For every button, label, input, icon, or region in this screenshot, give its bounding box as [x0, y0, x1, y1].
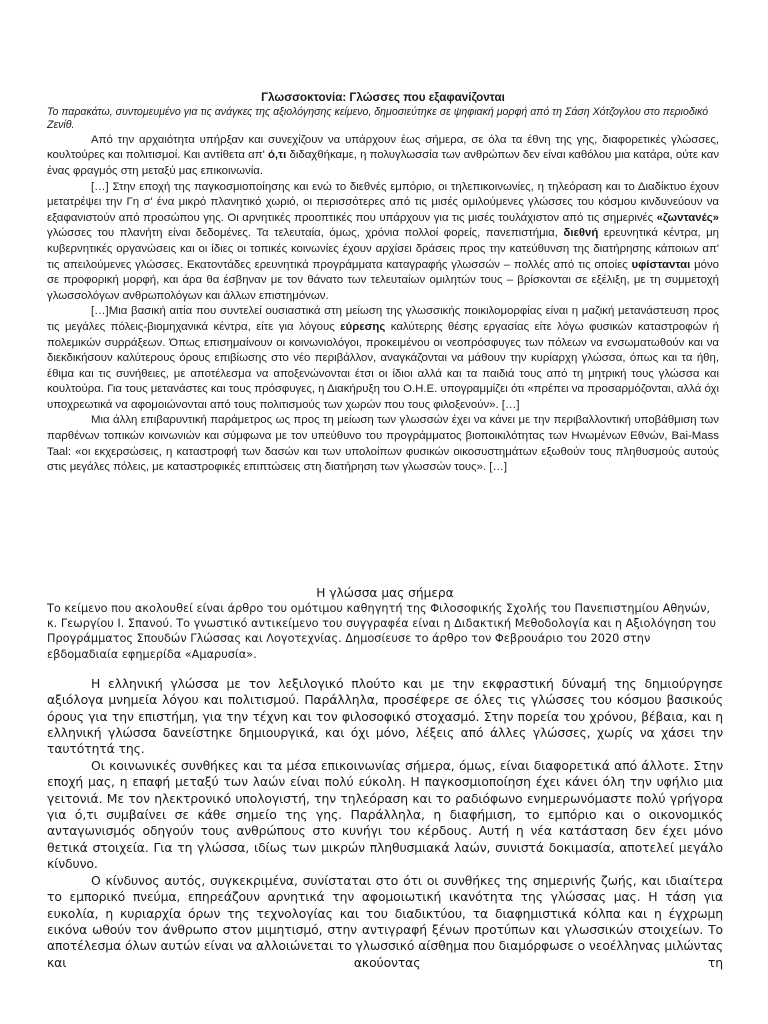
section-title: Η γλώσσα μας σήμερα	[316, 586, 454, 600]
paragraph-4: Μια άλλη επιβαρυντική παράμετρος ως προς τη μείωση των γλωσσών έχει να κάνει με την περιβαλλοντική υποβάθμιση των παρθένων τοπικών κοινωνιών και σύμφωνα με τον υπεύθυνο του προγράμματος βιοποικιλότητας των Ηνωμένων Εθνών, Bai-Mass Taal: «οι εκχερσώσεις, η καταστροφή των δασών και των υπολοίπων φυσικών οικοσυστημάτων εξωθούν τους πληθυσμούς αυτούς στις μεγάλες πόλεις, με καταστροφικές επιπτώσεις στη διατήρηση των γλωσσών τους». […]	[47, 414, 719, 474]
article-body	[47, 676, 723, 971]
paragraph-3: […]Μια βασική αιτία που συντελεί ουσιαστικά στη μείωση της γλωσσικής ποικιλομορφίας είναι η μαζική μετανάστευση προς τις μεγάλες πόλεις-βιομηχανικά κέντρα, είτε για λόγους εύρεσης καλύτερης θέσης εργασίας είτε λόγω φυσικών καταστροφών ή πολεμικών συρράξεων. Όπως επισημαίνουν οι κοινωνιολόγοι, προκειμένου οι νεοπρόσφυγες των πόλεων να ενσωματωθούν και να διεκδικήσουν καλύτερους όρους επιβίωσης στο νέο περιβάλλον, αναγκάζονται να μάθουν την κυρίαρχη γλώσσα, όπως και τα ήθη, έθιμα και τις συνήθειες, με αποτέλεσμα να αποξενώνονται έτσι οι ίδιοι αλλά και τα παιδιά τους από τη μητρική τους γλώσσα και κουλτούρα. Για τους μετανάστες και τους πρόσφυγες, η Διακήρυξη του Ο.Η.Ε. υπογραμμίζει ότι «πρέπει να προσαρμόζονται, αλλά όχι υποχρεωτικά να αφομοιώνονται από τους πολιτισμούς των χωρών που τους φιλοξενούν». […]	[47, 305, 719, 411]
paragraph-2: […] Στην εποχή της παγκοσμιοποίησης και ενώ το διεθνές εμπόριο, οι τηλεπικοινωνίες, η τηλεόραση και το Διαδίκτυο έχουν μετατρέψει την Γη σ' ένα μικρό πλανητικό χωριό, οι περισσότερες από τις μισές ομιλούμενες γλώσσες του κόσμου κινδυνεύουν να εξαφανιστούν από προσώπου γης. Οι αρνητικές προοπτικές που υπάρχουν για τις μισές τουλάχιστον από τις σημερινές «ζωντανές» γλώσσες του πλανήτη είναι δεδομένες. Τα τελευταία, όμως, χρόνια πολλοί φορείς, πανεπιστήμια, διεθνή ερευνητικά κέντρα, μη κυβερνητικές οργανώσεις και οι ίδιες οι τοπικές κοινωνίες έχουν αρχίσει δράσεις προς την κατεύθυνση της διατήρησης κάποιων απ' τις απειλούμενες γλώσσες. Εκατοντάδες ερευνητικά προγράμματα καταγραφής γλωσσών – πολλές από τις οποίες υφίστανται μόνο σε προφορική μορφή, και άρα θα έσβηναν με τον θάνατο των τελευταίων ομιλητών τους – βρίσκονται σε εξέλιξη, με τη συμμετοχή γλωσσολόγων ανθρωπολόγων και άλλων επιστημόνων.	[47, 180, 720, 302]
paragraph-1: Η ελληνική γλώσσα με τον λεξιλογικό πλούτο και με την εκφραστική δύναμή της δημιούργησε αξιόλογα μνημεία λόγου και πολιτισμού. Παράλληλα, προσέφερε σε όλες τις γλώσσες του κόσμου βασικούς όρους για την επιστήμη, για την τέχνη και τον φιλοσοφικό στοχασμό. Στην πορεία του χρόνου, βέβαια, και η ελληνική γλώσσα δανείστηκε δημιουργικά, και όχι μόνο, λέξεις από άλλες γλώσσες, χωρίς να χάσει την ταυτότητά της.	[47, 675, 723, 757]
article-section-glossoktonia	[47, 90, 719, 476]
paragraph-1: Από την αρχαιότητα υπήρξαν και συνεχίζουν να υπάρχουν έως σήμερα, σε όλα τα έθνη της γης, διαφορετικές γλώσσες, κουλτούρες και πολιτισμοί. Και αντίθετα απ' ό,τι διδαχθήκαμε, η πολυγλωσσία των ανθρώπων δεν είναι καθόλου μια κατάρα, ούτε καν ένας φραγμός στη μεταξύ μας επικοινωνία.	[47, 133, 720, 177]
paragraph-2: Οι κοινωνικές συνθήκες και τα μέσα επικοινωνίας σήμερα, όμως, είναι διαφορετικά από άλλοτε. Στην εποχή μας, η επαφή μεταξύ των λαών είναι πολύ εύκολη. Η παγκοσμιοποίηση έχει κάνει όλη την υφήλιο μια γειτονιά. Με τον ηλεκτρονικό υπολογιστή, την τηλεόραση και το ραδιόφωνο ενημερωνόμαστε πολύ γρήγορα για ό,τι συμβαίνει σε κάθε σημείο της γης. Παράλληλα, η διαφήμιση, το εμπόριο και ο οικονομικός ανταγωνισμός οδηγούν τους ανθρώπους στο κυνήγι του κέρδους. Αυτή η νέα κατάσταση δεν έχει μόνο θετικά στοιχεία. Για τη γλώσσα, ιδίως των μικρών πληθυσμιακά λαών, συνιστά δοκιμασία, αποτελεί μεγάλο κίνδυνο.	[47, 757, 723, 872]
article-section-glossa-simera	[47, 585, 723, 971]
section-intro: Το παρακάτω, συντομευμένο για τις ανάγκες της αξιολόγησης κείμενο, δημοσιεύτηκε σε ψηφιακή μορφή από τη Σάση Χότζογλου στο περιοδικό Ζενίθ.	[47, 105, 709, 132]
section-title: Γλωσσοκτονία: Γλώσσες που εξαφανίζονται	[261, 91, 505, 104]
paragraph-3: Ο κίνδυνος αυτός, συγκεκριμένα, συνίσταται στο ότι οι συνθήκες της σημερινής ζωής, και ιδιαίτερα το εμπορικό πνεύμα, επηρεάζουν αρνητικά την αφομοιωτική ικανότητα της γλώσσας μας. Η τάση για ευκολία, η κυριαρχία όρων της τεχνολογίας και του διαδικτύου, τα διαφημιστικά κόλπα και η έγχρωμη εικόνα ωθούν τον άνθρωπο στον μιμητισμό, στην αντιγραφή ξένων προτύπων και γλωσσικών στοιχείων. Το αποτέλεσμα όλων αυτών είναι να αλλοιώνεται το γλωσσικό αίσθημα που διαμόρφωσε ο νεοέλληνας μιλώντας και ακούοντας τη	[47, 872, 723, 970]
section-intro: Το κείμενο που ακολουθεί είναι άρθρο του ομότιμου καθηγητή της Φιλοσοφικής Σχολής του Πανεπιστημίου Αθηνών, κ. Γεωργίου Ι. Σπανού. Το γνωστικό αντικείμενο του συγγραφέα είναι η Διδακτική Μεθοδολογία και η Αξιολόγηση του Προγράμματος Σπουδών Γλώσσας και Λογοτεχνίας. Δημοσίευσε το άρθρο τον Φεβρουάριο του 2020 στην εβδομαδιαία εφημερίδα «Αμαρυσία».	[47, 602, 716, 661]
